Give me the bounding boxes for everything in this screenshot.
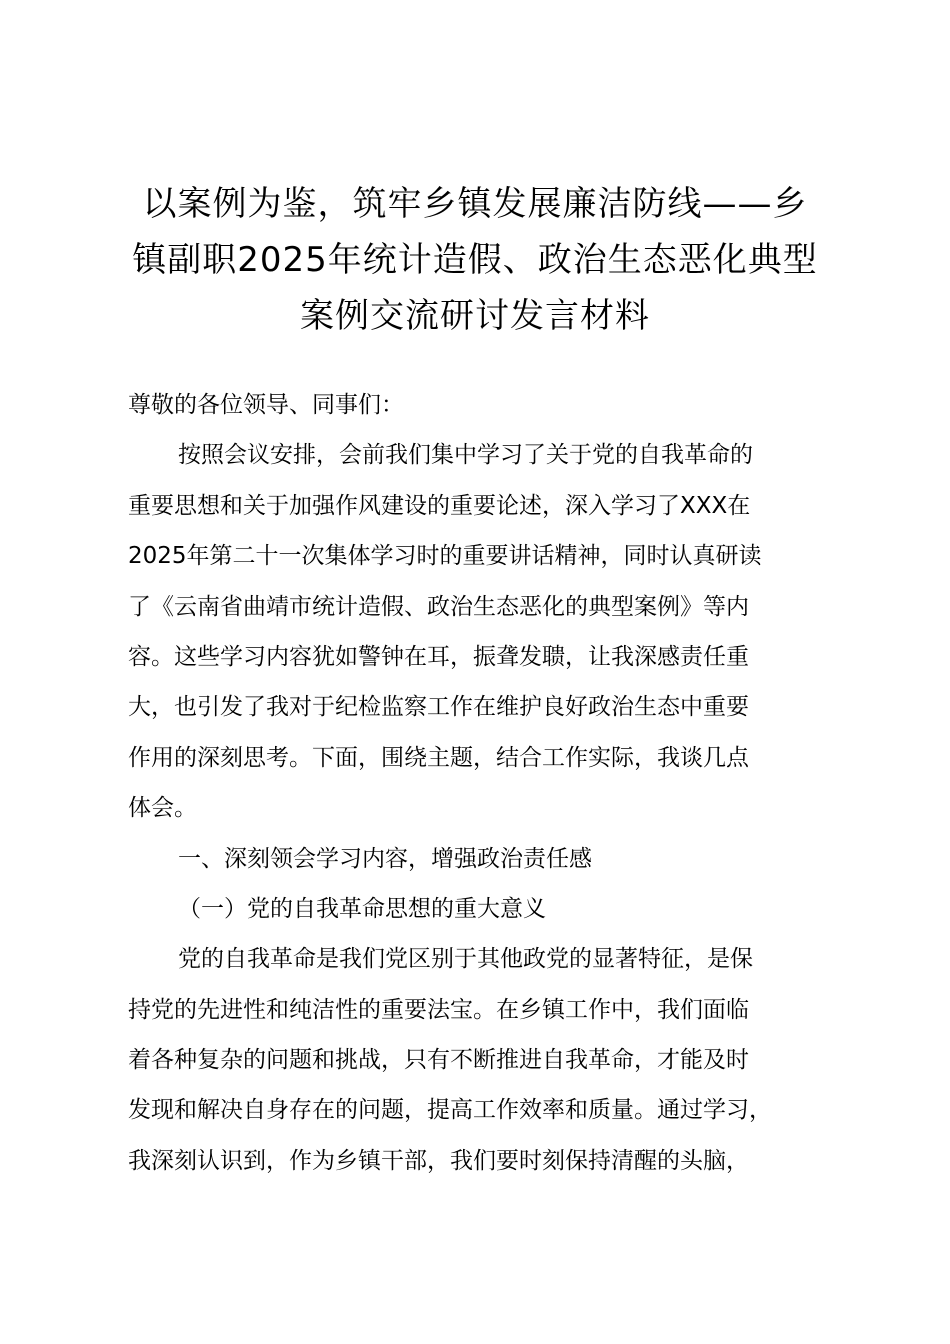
paragraph-line: 按照会议安排，会前我们集中学习了关于党的自我革命的 bbox=[178, 442, 753, 469]
section-heading: 一、深刻领会学习内容，增强政治责任感 bbox=[178, 845, 592, 872]
subsection-heading: （一）党的自我革命思想的重大意义 bbox=[178, 895, 546, 922]
salutation: 尊敬的各位领导、同事们： bbox=[128, 392, 404, 418]
document-body bbox=[128, 380, 838, 1186]
paragraph-line: 党的自我革命是我们党区别于其他政党的显著特征，是保 bbox=[178, 946, 753, 973]
paragraph-line: 重要思想和关于加强作风建设的重要论述，深入学习了XXX在 bbox=[128, 492, 751, 519]
paragraph-line: 体会。 bbox=[128, 795, 197, 822]
paragraph-line: 作用的深刻思考。下面，围绕主题，结合工作实际，我谈几点 bbox=[128, 744, 749, 771]
paragraph-line: 发现和解决自身存在的问题，提高工作效率和质量。通过学习， bbox=[128, 1097, 772, 1124]
title-line-1: 以案例为鉴，筑牢乡镇发展廉洁防线——乡 bbox=[142, 184, 808, 224]
paragraph-line: 持党的先进性和纯洁性的重要法宝。在乡镇工作中，我们面临 bbox=[128, 996, 749, 1023]
paragraph-2 bbox=[128, 934, 838, 1186]
paragraph-line: 2025年第二十一次集体学习时的重要讲话精神，同时认真研读 bbox=[128, 543, 762, 570]
paragraph-1 bbox=[128, 430, 838, 833]
document-title bbox=[120, 176, 830, 344]
paragraph-line: 我深刻认识到，作为乡镇干部，我们要时刻保持清醒的头脑， bbox=[128, 1147, 749, 1174]
paragraph-line: 容。这些学习内容犹如警钟在耳，振聋发聩，让我深感责任重 bbox=[128, 643, 749, 670]
title-line-2: 镇副职2025年统计造假、政治生态恶化典型 bbox=[132, 240, 818, 280]
paragraph-line: 大，也引发了我对于纪检监察工作在维护良好政治生态中重要 bbox=[128, 694, 749, 721]
title-line-3: 案例交流研讨发言材料 bbox=[300, 296, 650, 336]
paragraph-line: 着各种复杂的问题和挑战，只有不断推进自我革命，才能及时 bbox=[128, 1047, 749, 1074]
paragraph-line: 了《云南省曲靖市统计造假、政治生态恶化的典型案例》等内 bbox=[128, 593, 749, 620]
